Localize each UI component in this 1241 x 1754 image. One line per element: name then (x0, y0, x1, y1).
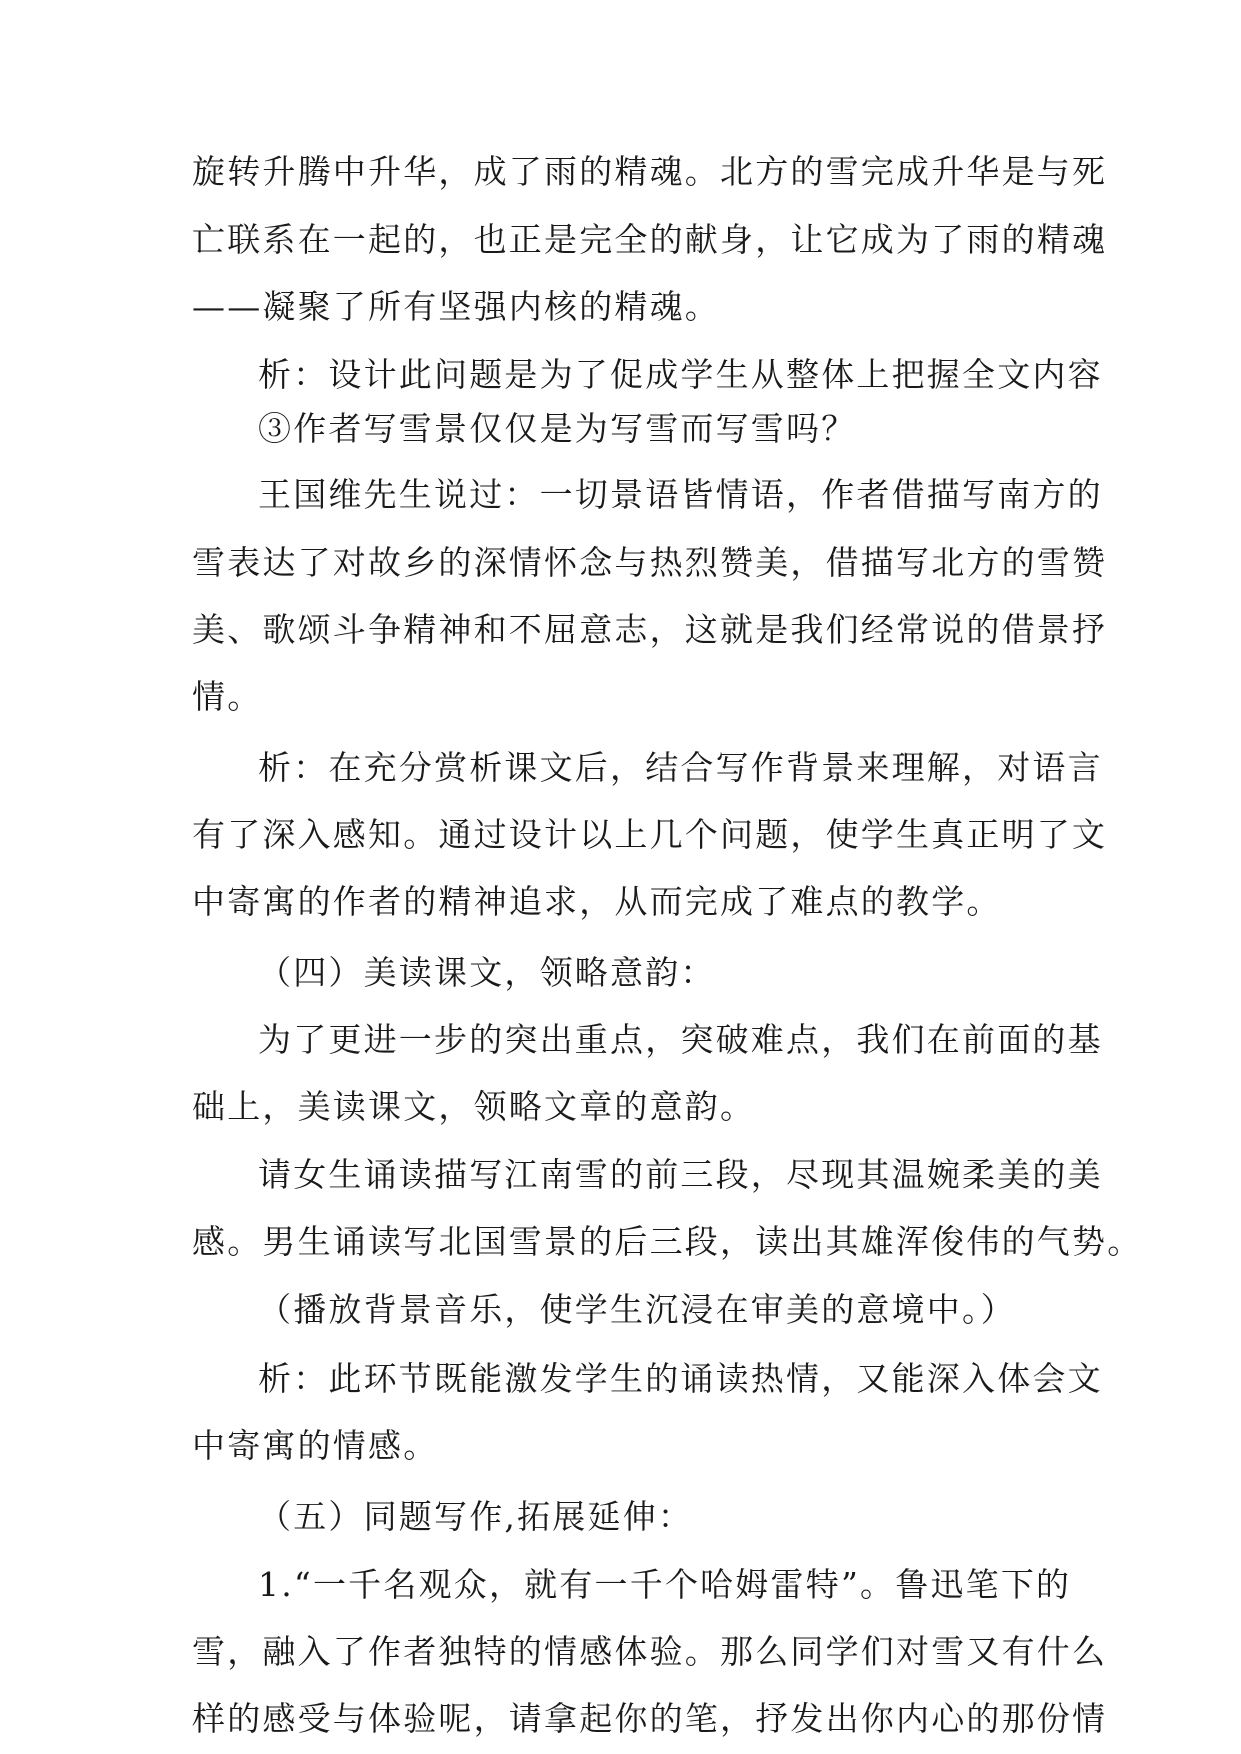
text-line: 请女生诵读描写江南雪的前三段，尽现其温婉柔美的美 (258, 1155, 1103, 1194)
analysis-paragraph: 析：在充分赏析课文后，结合写作背景来理解，对语言 (258, 748, 1103, 787)
text-line: 情。 (192, 677, 263, 716)
text-line: 雪表达了对故乡的深情怀念与热烈赞美，借描写北方的雪赞 (192, 543, 1108, 582)
text-line: （播放背景音乐，使学生沉浸在审美的意境中。） (258, 1290, 1016, 1329)
text-line: 为了更进一步的突出重点，突破难点，我们在前面的基 (258, 1020, 1103, 1059)
section-heading: （四）美读课文，领略意韵： (258, 953, 716, 992)
section-heading: （五）同题写作,拓展延伸： (258, 1497, 694, 1536)
text-line: 雪，融入了作者独特的情感体验。那么同学们对雪又有什么 (192, 1632, 1108, 1671)
text-line: 感。男生诵读写北国雪景的后三段，读出其雄浑俊伟的气势。 (192, 1222, 1143, 1261)
text-line: 旋转升腾中升华，成了雨的精魂。北方的雪完成升华是与死 (192, 152, 1108, 191)
text-line: 样的感受与体验呢，请拿起你的笔，抒发出你内心的那份情 (192, 1699, 1108, 1738)
question-line: ③作者写雪景仅仅是为写雪而写雪吗？ (258, 409, 857, 448)
analysis-paragraph: 析：此环节既能激发学生的诵读热情，又能深入体会文 (258, 1359, 1103, 1398)
analysis-paragraph: 析：设计此问题是为了促成学生从整体上把握全文内容 (258, 355, 1103, 394)
text-line: 美、歌颂斗争精神和不屈意志，这就是我们经常说的借景抒 (192, 610, 1108, 649)
text-line: 有了深入感知。通过设计以上几个问题，使学生真正明了文 (192, 815, 1108, 854)
text-line: 中寄寓的作者的精神追求，从而完成了难点的教学。 (192, 882, 1002, 921)
text-line: 王国维先生说过：一切景语皆情语，作者借描写南方的 (258, 475, 1103, 514)
text-line: 亡联系在一起的，也正是完全的献身，让它成为了雨的精魂 (192, 220, 1108, 259)
text-line: 1.“一千名观众，就有一千个哈姆雷特”。鲁迅笔下的 (258, 1565, 1072, 1604)
text-line: 中寄寓的情感。 (192, 1426, 439, 1465)
text-line: ——凝聚了所有坚强内核的精魂。 (192, 287, 720, 326)
text-line: 础上，美读课文，领略文章的意韵。 (192, 1087, 756, 1126)
